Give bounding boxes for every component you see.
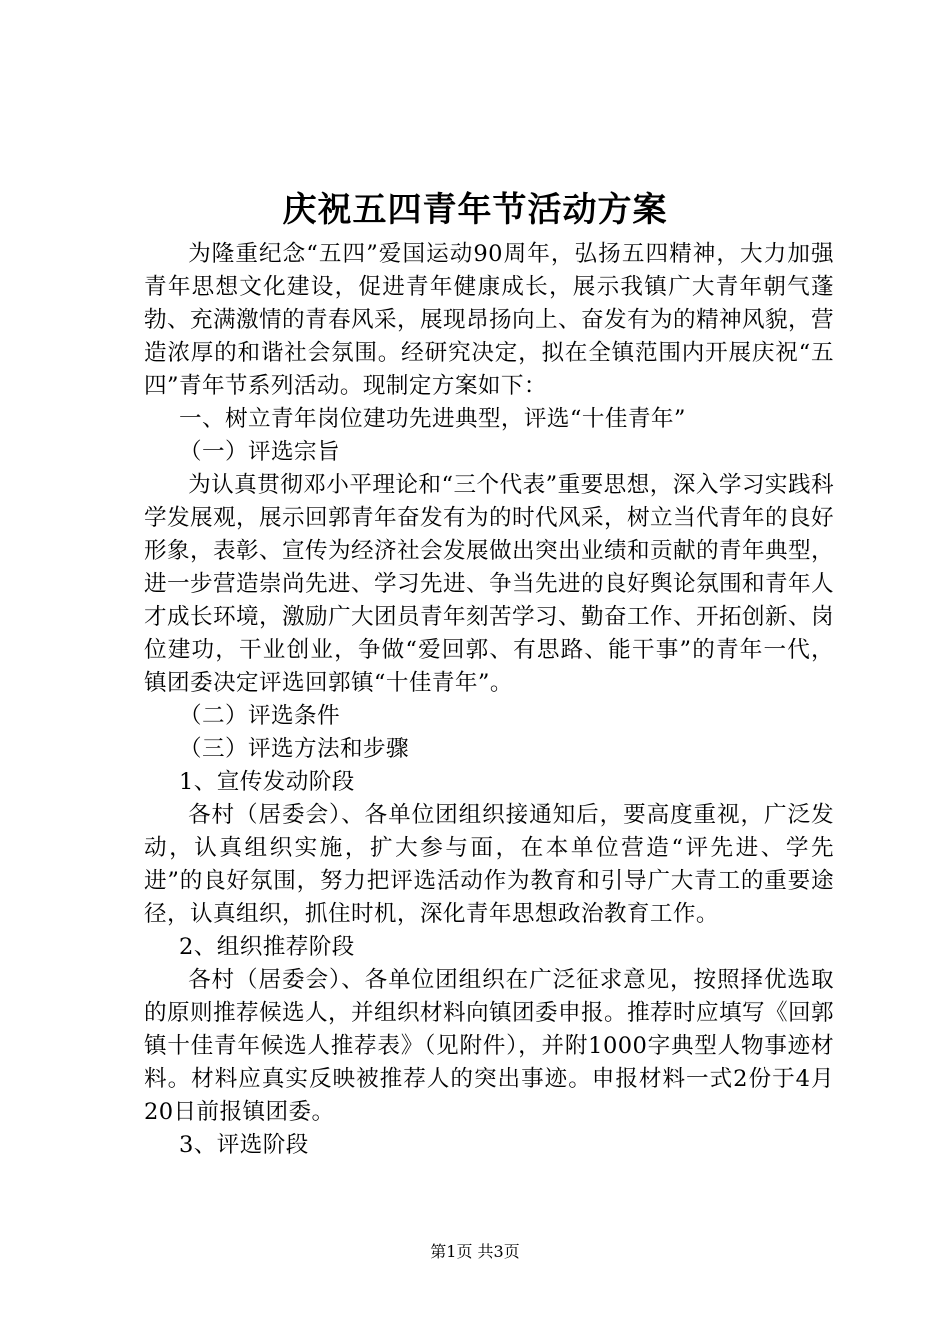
publicity-paragraph: 各村（居委会）、各单位团组织接通知后，要高度重视，广泛发动，认真组织实施，扩大参与面，在本单位营造“评先进、学先进”的良好氛围，努力把评选活动作为教育和引导广大青工的重要途径，认真组织，抓住时机，深化青年思想政治教育工作。 xyxy=(144,802,834,927)
intro-paragraph: 为隆重纪念“五四”爱国运动90周年，弘扬五四精神，大力加强青年思想文化建设，促进青年健康成长，展示我镇广大青年朝气蓬勃、充满激情的青春风采，展现昂扬向上、奋发有为的精神风貌，营造浓厚的和谐社会氛围。经研究决定，拟在全镇范围内开展庆祝“五四”青年节系列活动。现制定方案如下： xyxy=(144,241,834,399)
document-body xyxy=(144,238,834,1162)
recommendation-paragraph: 各村（居委会）、各单位团组织在广泛征求意见，按照择优选取的原则推荐候选人，并组织材料向镇团委申报。推荐时应填写《回郭镇十佳青年候选人推荐表》（见附件），并附1000字典型人物事迹材料。材料应真实反映被推荐人的突出事迹。申报材料一式2份于4月20日前报镇团委。 xyxy=(144,967,834,1125)
step-heading-publicity: 1、宣传发动阶段 xyxy=(179,769,355,795)
document-title: 庆祝五四青年节活动方案 xyxy=(282,190,668,230)
subsection-heading-methods: （三）评选方法和步骤 xyxy=(179,736,409,762)
step-heading-recommendation: 2、组织推荐阶段 xyxy=(179,934,355,960)
page-footer: 第1页 共3页 xyxy=(430,1242,520,1261)
subsection-heading-conditions: （二）评选条件 xyxy=(179,703,340,729)
step-heading-selection: 3、评选阶段 xyxy=(179,1132,309,1158)
purpose-paragraph: 为认真贯彻邓小平理论和“三个代表”重要思想，深入学习实践科学发展观，展示回郭青年奋发有为的时代风采，树立当代青年的良好形象，表彰、宣传为经济社会发展做出突出业绩和贡献的青年典型，进一步营造崇尚先进、学习先进、争当先进的良好舆论氛围和青年人才成长环境，激励广大团员青年刻苦学习、勤奋工作、开拓创新、岗位建功，干业创业，争做“爱回郭、有思路、能干事”的青年一代，镇团委决定评选回郭镇“十佳青年”。 xyxy=(144,472,834,696)
section-heading-1: 一、树立青年岗位建功先进典型，评选“十佳青年” xyxy=(179,406,686,432)
subsection-heading-purpose: （一）评选宗旨 xyxy=(179,439,340,465)
